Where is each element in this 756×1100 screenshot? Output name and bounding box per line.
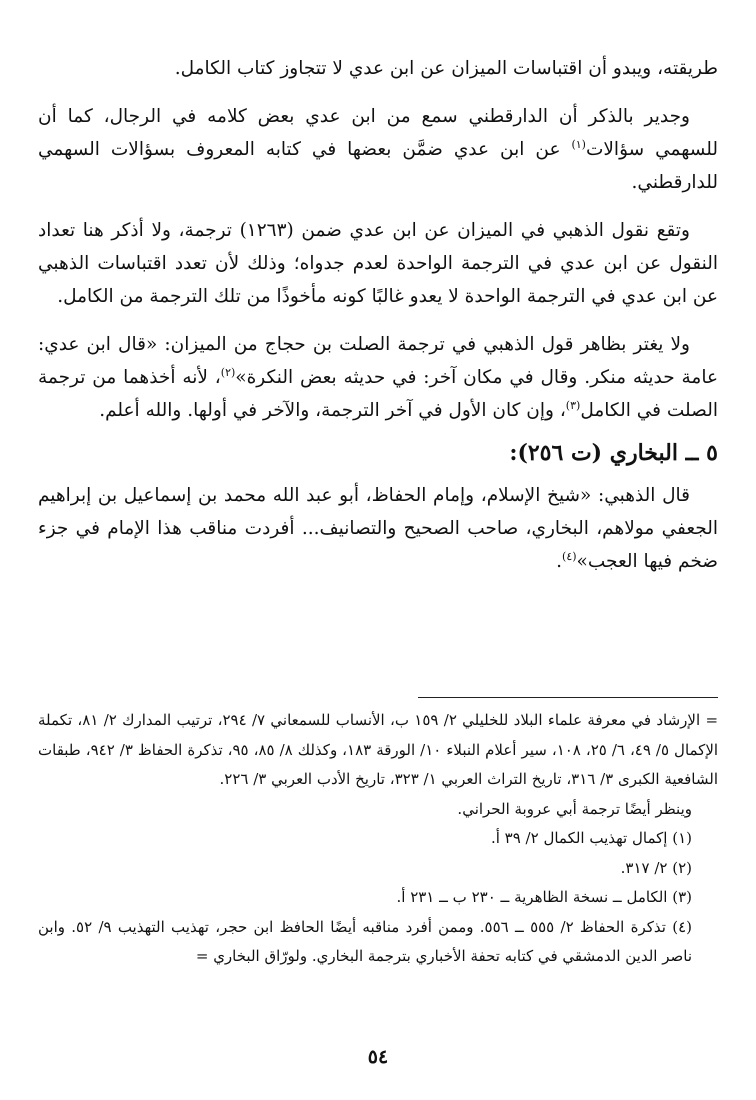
paragraph-2-text-b: عن ابن عدي ضمَّن بعضها في كتابه المعروف بسؤالات السهمي للدارقطني. xyxy=(38,139,718,193)
paragraph-5-text-b: . xyxy=(556,551,563,572)
paragraph-1: طريقته، ويبدو أن اقتباسات الميزان عن ابن عدي لا تتجاوز كتاب الكامل. xyxy=(174,58,718,79)
paragraph-2 xyxy=(38,100,718,199)
paragraph-4 xyxy=(38,328,718,427)
footnotes xyxy=(38,706,718,972)
paragraph-2-text-a: وجدير بالذكر أن الدارقطني سمع من ابن عدي بعض كلامه في الرجال، كما أن للسهمي سؤالات xyxy=(38,106,719,160)
footnote-4: (٤) تذكرة الحفاظ ٢/ ٥٥٥ ــ ٥٥٦. وممن أفرد مناقبه أيضًا الحافظ ابن حجر، تهذيب التهذيب ٩/ ٥٢. وابن ناصر الدين الدمشقي في كتابه تحفة الأخباري بترجمة البخاري. ولورّاق البخاري = xyxy=(38,917,692,965)
main-text xyxy=(38,52,718,593)
paragraph-4-text-a: ولا يغتر بظاهر قول الذهبي في ترجمة الصلت بن حجاج من الميزان: «قال ابن عدي: عامة حديثه منكر. وقال في مكان آخر: في حديثه بعض النكرة» xyxy=(38,334,718,388)
paragraph-4-text-b: ، لأنه أخذهما من ترجمة الصلت في الكامل xyxy=(38,367,718,421)
book-page xyxy=(38,0,718,1100)
footnote-2: (٢) ٢/ ٣١٧. xyxy=(620,858,692,877)
footnote-continuation: = الإرشاد في معرفة علماء البلاد للخليلي ٢/ ١٥٩ ب، الأنساب للسمعاني ٧/ ٢٩٤، ترتيب المدارك ٢/ ٨١، تكملة الإكمال ٥/ ٤٩، ٦/ ٢٥، ١٠٨، سير أعلام النبلاء ١٠/ الورقة ١٨٣، وكذلك ٨/ ٨٥، ٩٥، تذكرة الحفاظ ٣/ ٩٤٢، طبقات الشافعية الكبرى ٣/ ٣١٦، تاريخ التراث العربي ١/ ٣٢٣، تاريخ الأدب العربي ٣/ ٢٢٦. xyxy=(38,711,719,788)
footnote-ref-3: (٣) xyxy=(565,398,581,412)
footnote-see-also: وينظر أيضًا ترجمة أبي عروبة الحراني. xyxy=(457,799,692,818)
page-number: ٥٤ xyxy=(367,1046,389,1068)
footnote-ref-1: (١) xyxy=(571,137,586,151)
footnote-3: (٣) الكامل ــ نسخة الظاهرية ــ ٢٣٠ ب ــ ٢٣١ أ. xyxy=(396,888,692,906)
footnote-ref-2: (٢) xyxy=(220,365,236,379)
paragraph-5 xyxy=(38,479,718,578)
footnote-separator xyxy=(418,697,718,698)
section-heading: ٥ ــ البخاري (ت ٢٥٦): xyxy=(509,440,718,466)
paragraph-5-text-a: قال الذهبي: «شيخ الإسلام، وإمام الحفاظ، أبو عبد الله محمد بن إسماعيل بن إبراهيم الجعفي مولاهم، البخاري، صاحب الصحيح والتصانيف... أفردت مناقب هذا الإمام في جزء ضخم فيها العجب» xyxy=(38,485,718,572)
paragraph-3: وتقع نقول الذهبي في الميزان عن ابن عدي ضمن (١٢٦٣) ترجمة، ولا أذكر هنا تعداد النقول عن ابن عدي في الترجمة الواحدة لعدم جدواه؛ وذلك لأن تعدد اقتباسات الذهبي عن ابن عدي في الترجمة الواحدة لا يعدو غالبًا كونه مأخوذًا من تلك الترجمة من الكامل. xyxy=(38,220,718,307)
paragraph-4-text-c: ، وإن كان الأول في آخر الترجمة، والآخر في أولها. والله أعلم. xyxy=(99,400,566,421)
footnote-1: (١) إكمال تهذيب الكمال ٢/ ٣٩ أ. xyxy=(490,829,692,847)
footnote-ref-4: (٤) xyxy=(562,549,577,563)
